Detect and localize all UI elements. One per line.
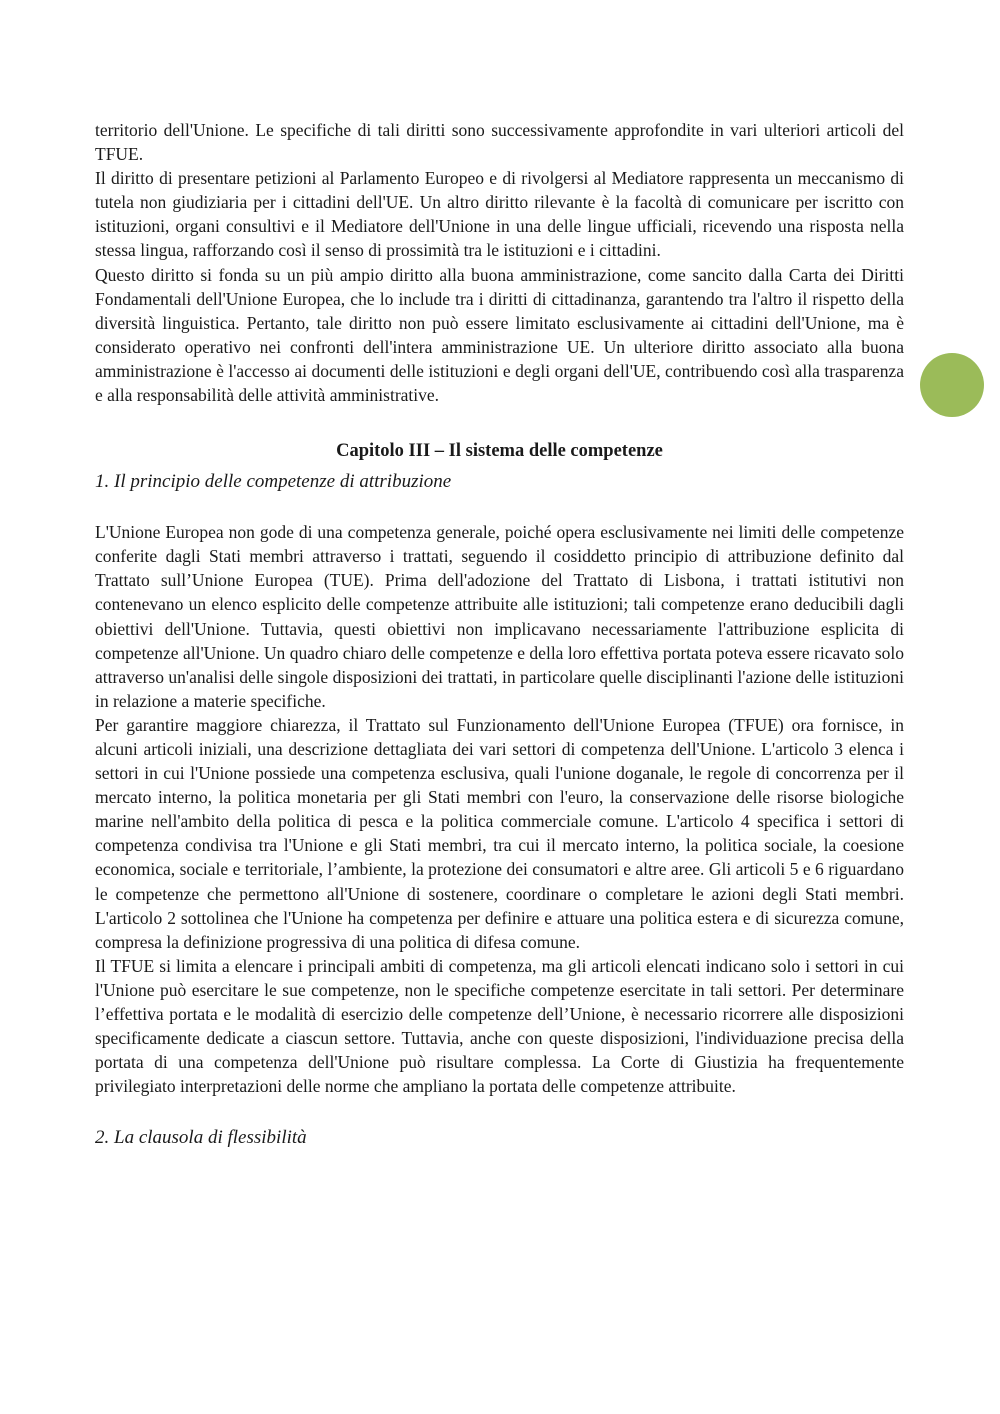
- paragraph-section1-2: Per garantire maggiore chiarezza, il Trattato sul Funzionamento dell'Unione Europea (TFUE) ora fornisce, in alcuni articoli iniziali, una descrizione dettagliata dei vari settori di competenza dell'Unione. L'articolo 3 elenca i settori in cui l'Unione possiede una competenza esclusiva, quali l'unione doganale, le regole di concorrenza per il mercato interno, la politica monetaria per gli Stati membri con l'euro, la conservazione delle risorse biologiche marine nell'ambito della politica di pesca e la politica commerciale comune. L'articolo 4 specifica i settori di competenza condivisa tra l'Unione e gli Stati membri, tra cui il mercato interno, la politica sociale, la coesione economica, sociale e territoriale, l’ambiente, la protezione dei consumatori e altre aree. Gli articoli 5 e 6 riguardano le competenze che permettono all'Unione di sostenere, coordinare o completare le azioni degli Stati membri. L'articolo 2 sottolinea che l'Unione ha competenza per definire e attuare una politica estera e di sicurezza comune, compresa la definizione progressiva di una politica di difesa comune.: [95, 714, 904, 952]
- paragraph-intro-3: Questo diritto si fonda su un più ampio diritto alla buona amministrazione, come sancito dalla Carta dei Diritti Fondamentali dell'Unione Europea, che lo include tra i diritti di cittadinanza, garantendo tra l'altro il rispetto della diversità linguistica. Pertanto, tale diritto non può essere limitato esclusivamente ai cittadini dell'Unione, ma è considerato operativo nei confronti dell'intera amministrazione UE. Un ulteriore diritto associato alla buona amministrazione è l'accesso ai documenti delle istituzioni e degli organi dell'UE, contribuendo così alla trasparenza e alla responsabilità delle attività amministrative.: [95, 264, 904, 406]
- spacer: [95, 1098, 904, 1120]
- spacer: [95, 495, 904, 520]
- chapter-tab-marker: [920, 353, 984, 417]
- section-2-title: 2. La clausola di flessibilità: [95, 1127, 307, 1149]
- paragraph-intro-1: territorio dell'Unione. Le specifiche di tali diritti sono successivamente approfondite in vari ulteriori articoli del TFUE.: [95, 120, 904, 165]
- section-1-title: 1. Il principio delle competenze di attribuzione: [95, 471, 452, 493]
- chapter-title: Capitolo III – Il sistema delle competenze: [336, 441, 663, 462]
- paragraph-intro-2: Il diritto di presentare petizioni al Parlamento Europeo e di rivolgersi al Mediatore rappresenta un meccanismo di tutela non giudiziaria per i cittadini dell'UE. Un altro diritto rilevante è la facoltà di comunicare per iscritto con istituzioni, organi consultivi e il Mediatore dell'Unione in una delle lingue ufficiali, ricevendo una risposta nella stessa lingua, rafforzando così il senso di prossimità tra le istituzioni e i cittadini.: [95, 168, 904, 261]
- paragraph-section1-1: L'Unione Europea non gode di una competenza generale, poiché opera esclusivamente nei limiti delle competenze conferite dagli Stati membri attraverso i trattati, seguendo il cosiddetto principio di attribuzione definito dal Trattato sull’Unione Europea (TUE). Prima dell'adozione del Trattato di Lisbona, i trattati istitutivi non contenevano un elenco esplicito delle competenze attribuite alle istituzioni; tali competenze erano deducibili dagli obiettivi dell'Unione. Tuttavia, questi obiettivi non implicavano necessariamente l'attribuzione esplicita di competenze all'Unione. Un quadro chiaro delle competenze e della loro effettiva portata poteva essere ricavato solo attraverso un'analisi delle singole disposizioni dei trattati, in particolare quelle disciplinanti l'azione delle istituzioni in relazione a materie specifiche.: [95, 522, 904, 711]
- document-page: [95, 118, 904, 1151]
- paragraph-section1-3: Il TFUE si limita a elencare i principali ambiti di competenza, ma gli articoli elencati indicano solo i settori in cui l'Unione può esercitare le sue competenze, non le specifiche competenze esercitate in tali settori. Per determinare l’effettiva portata e le modalità di esercizio delle competenze dell’Unione, è necessario ricorrere alle disposizioni specificamente dedicate a ciascun settore. Tuttavia, anche con queste disposizioni, l'individuazione precisa della portata di una competenza dell'Unione può risultare complessa. La Corte di Giustizia ha frequentemente privilegiato interpretazioni delle norme che ampliano la portata delle competenze attribuite.: [95, 955, 904, 1097]
